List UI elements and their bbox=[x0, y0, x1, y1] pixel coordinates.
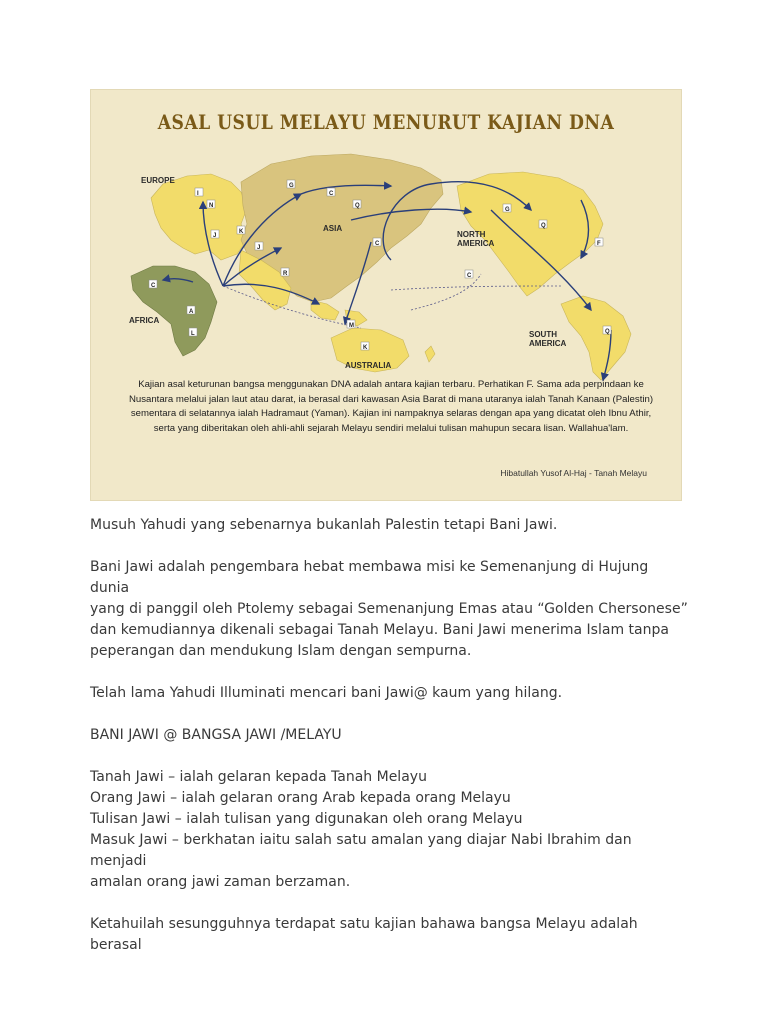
world-map bbox=[91, 90, 681, 500]
svg-text:R: R bbox=[283, 271, 288, 277]
europe-landmass bbox=[151, 174, 247, 260]
text-line: amalan orang jawi zaman berzaman. bbox=[90, 874, 351, 890]
article-body bbox=[90, 515, 690, 977]
paragraph bbox=[90, 725, 690, 746]
text-line: Ketahuilah sesungguhnya terdapat satu kajian bahawa bangsa Melayu adalah berasal bbox=[90, 916, 638, 953]
text-line: Musuh Yahudi yang sebenarnya bukanlah Palestin tetapi Bani Jawi. bbox=[90, 517, 558, 533]
se-asia-islands bbox=[311, 300, 367, 326]
region-label-europe: EUROPE bbox=[141, 176, 175, 185]
text-line: Orang Jawi – ialah gelaran orang Arab kepada orang Melayu bbox=[90, 790, 511, 806]
svg-text:I: I bbox=[197, 191, 199, 197]
svg-text:C: C bbox=[151, 283, 156, 289]
paragraph bbox=[90, 557, 690, 662]
svg-text:A: A bbox=[189, 309, 194, 315]
svg-text:K: K bbox=[363, 345, 368, 351]
svg-text:N: N bbox=[209, 203, 214, 209]
paragraph bbox=[90, 767, 690, 893]
text-line: yang di panggil oleh Ptolemy sebagai Semenanjung Emas atau “Golden Chersonese” bbox=[90, 601, 688, 617]
svg-text:M: M bbox=[349, 323, 354, 329]
new-zealand bbox=[425, 346, 435, 362]
svg-text:C: C bbox=[329, 191, 334, 197]
text-line: dan kemudiannya dikenali sebagai Tanah Melayu. Bani Jawi menerima Islam tanpa bbox=[90, 622, 669, 638]
text-line: Tulisan Jawi – ialah tulisan yang digunakan oleh orang Melayu bbox=[90, 811, 523, 827]
region-label-north-america: NORTH AMERICA bbox=[457, 230, 495, 248]
svg-text:Q: Q bbox=[605, 329, 610, 335]
dna-migration-map-figure bbox=[90, 89, 682, 501]
africa-landmass bbox=[131, 266, 217, 356]
svg-text:K: K bbox=[239, 229, 244, 235]
svg-text:C: C bbox=[467, 273, 472, 279]
region-label-africa: AFRICA bbox=[129, 316, 160, 325]
text-line: Bani Jawi adalah pengembara hebat membawa misi ke Semenanjung di Hujung dunia bbox=[90, 559, 649, 596]
svg-text:G: G bbox=[289, 183, 294, 189]
section-heading: BANI JAWI @ BANGSA JAWI /MELAYU bbox=[90, 727, 342, 743]
region-label-asia: ASIA bbox=[323, 224, 343, 233]
paragraph bbox=[90, 515, 690, 536]
svg-text:G: G bbox=[505, 207, 510, 213]
svg-text:L: L bbox=[191, 331, 195, 337]
svg-text:C: C bbox=[375, 241, 380, 247]
paragraph bbox=[90, 914, 690, 956]
region-label-australia: AUSTRALIA bbox=[345, 361, 392, 370]
svg-text:J: J bbox=[257, 245, 261, 251]
figure-credit: Hibatullah Yusof Al-Haj - Tanah Melayu bbox=[500, 468, 647, 478]
svg-text:F: F bbox=[597, 241, 601, 247]
text-line: Masuk Jawi – berkhatan iaitu salah satu amalan yang diajar Nabi Ibrahim dan menjadi bbox=[90, 832, 632, 869]
figure-title: ASAL USUL MELAYU MENURUT KAJIAN DNA bbox=[157, 110, 615, 134]
region-label-south-america: SOUTH AMERICA bbox=[529, 330, 567, 348]
text-line: peperangan dan mendukung Islam dengan sempurna. bbox=[90, 643, 472, 659]
paragraph bbox=[90, 683, 690, 704]
svg-text:J: J bbox=[213, 233, 217, 239]
figure-caption: Kajian asal keturunan bangsa menggunakan DNA adalah antara kajian terbaru. Perhatikan F. Sama ada perpindaan ke Nusantara melalui jalan laut atau darat, ia berasal dari kawasan Asia Barat di mana utaranya ialah Tanah Kanaan (Palestin) sementara di selatannya ialah Hadramaut (Yaman). Kajian ini nampaknya selaras dengan apa yang dicatat oleh Ibnu Athir, serta yang diberitakan oleh ahli-ahli sejarah Melayu sendiri melalui tulisan mahupun secara lisan. Wallahua'lam. bbox=[128, 379, 654, 434]
south-america-landmass bbox=[561, 296, 631, 380]
text-line: Tanah Jawi – ialah gelaran kepada Tanah Melayu bbox=[90, 769, 427, 785]
text-line: Telah lama Yahudi Illuminati mencari bani Jawi@ kaum yang hilang. bbox=[90, 685, 563, 701]
svg-text:Q: Q bbox=[355, 203, 360, 209]
svg-text:Q: Q bbox=[541, 223, 546, 229]
